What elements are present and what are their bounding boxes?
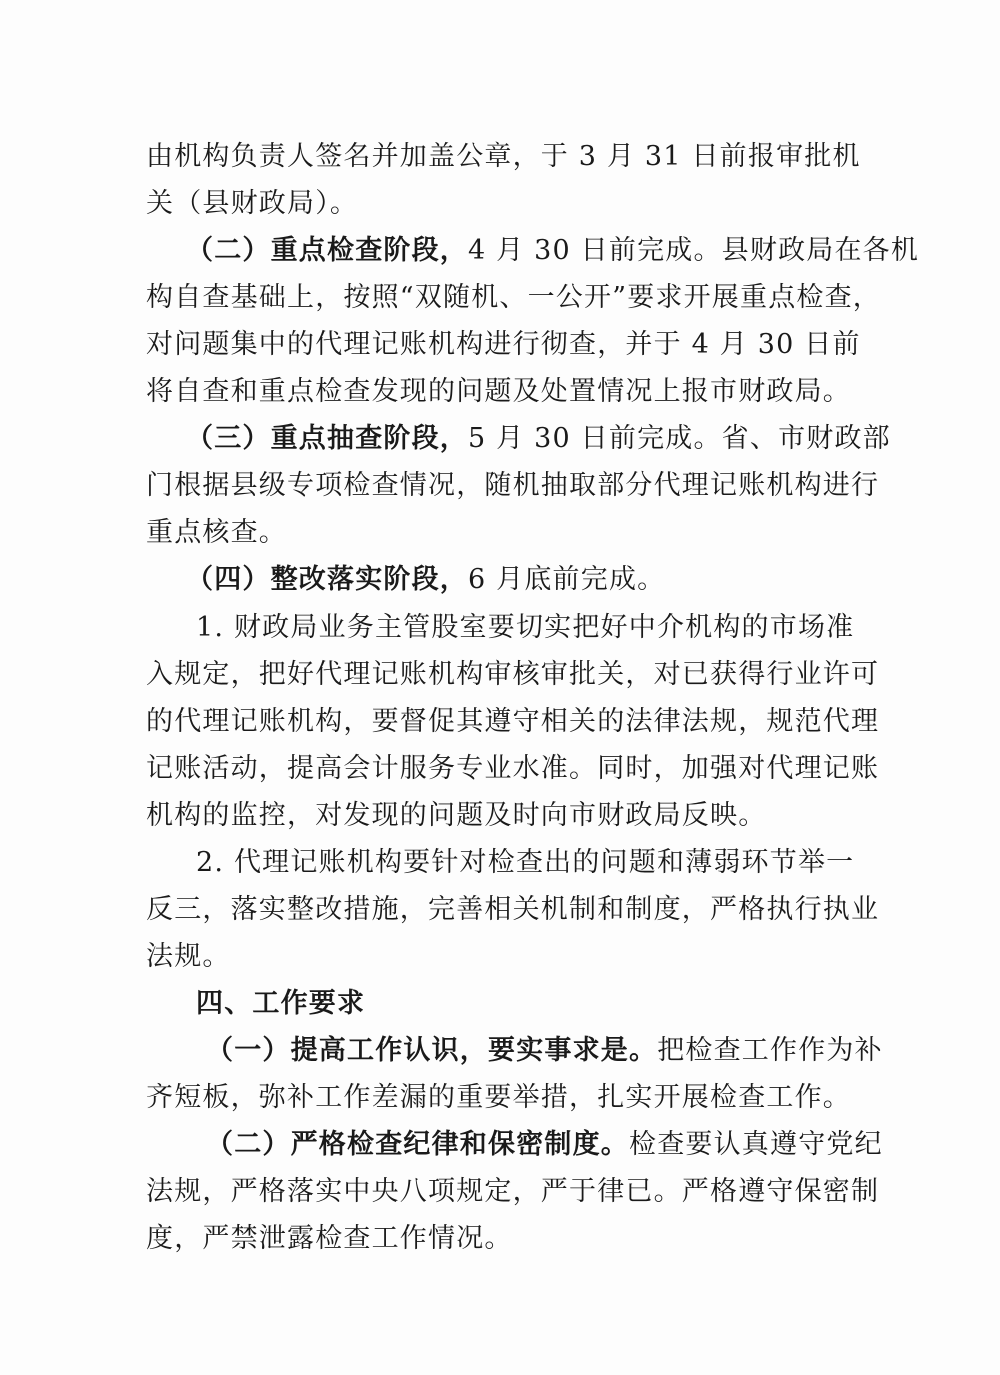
section-heading: 四、工作要求 (196, 988, 366, 1019)
paragraph-second-stage (186, 233, 920, 269)
body-line: 1. 财政局业务主管股室要切实把好中介机构的市场准 (196, 612, 855, 643)
stage-text: 6 月底前完成。 (468, 564, 666, 595)
requirement-text: 把检查工作作为补 (657, 1035, 883, 1066)
body-line: 关（县财政局）。 (146, 188, 359, 219)
stage-heading: （四）整改落实阶段， (186, 564, 468, 595)
body-line: 度，严禁泄露检查工作情况。 (146, 1223, 513, 1254)
stage-text: 4 月 30 日前完成。县财政局在各机 (468, 235, 920, 266)
body-line: 2. 代理记账机构要针对检查出的问题和薄弱环节举一 (196, 847, 855, 878)
body-line: 齐短板，弥补工作差漏的重要举措，扎实开展检查工作。 (146, 1082, 851, 1113)
body-line: 入规定，把好代理记账机构审核审批关，对已获得行业许可 (146, 659, 880, 690)
stage-heading: （三）重点抽查阶段， (186, 423, 468, 454)
body-line: 构自查基础上，按照“双随机、一公开”要求开展重点检查， (146, 282, 882, 313)
body-line: 机构的监控，对发现的问题及时向市财政局反映。 (146, 800, 767, 831)
paragraph-third-stage (186, 421, 891, 457)
stage-text: 5 月 30 日前完成。省、市财政部 (468, 423, 891, 454)
body-line: 对问题集中的代理记账机构进行彻查，并于 4 月 30 日前 (146, 329, 861, 360)
paragraph-requirement-1 (206, 1033, 883, 1069)
body-line: 重点核查。 (146, 517, 287, 548)
requirement-heading: （一）提高工作认识，要实事求是。 (206, 1035, 658, 1066)
body-line: 法规。 (146, 941, 231, 972)
body-line: 记账活动，提高会计服务专业水准。同时，加强对代理记账 (146, 753, 880, 784)
body-line: 门根据县级专项检查情况，随机抽取部分代理记账机构进行 (146, 470, 880, 501)
requirement-text: 检查要认真遵守党纪 (629, 1129, 883, 1160)
paragraph-requirement-2 (206, 1127, 883, 1163)
body-line: 由机构负责人签名并加盖公章，于 3 月 31 日前报审批机 (146, 141, 861, 172)
body-line: 将自查和重点检查发现的问题及处置情况上报市财政局。 (146, 376, 851, 407)
body-line: 的代理记账机构，要督促其遵守相关的法律法规，规范代理 (146, 706, 880, 737)
body-line: 反三，落实整改措施，完善相关机制和制度，严格执行执业 (146, 894, 880, 925)
stage-heading: （二）重点检查阶段， (186, 235, 468, 266)
paragraph-fourth-stage (186, 562, 836, 598)
requirement-heading: （二）严格检查纪律和保密制度。 (206, 1129, 629, 1160)
body-line: 法规，严格落实中央八项规定，严于律已。严格遵守保密制 (146, 1176, 880, 1207)
